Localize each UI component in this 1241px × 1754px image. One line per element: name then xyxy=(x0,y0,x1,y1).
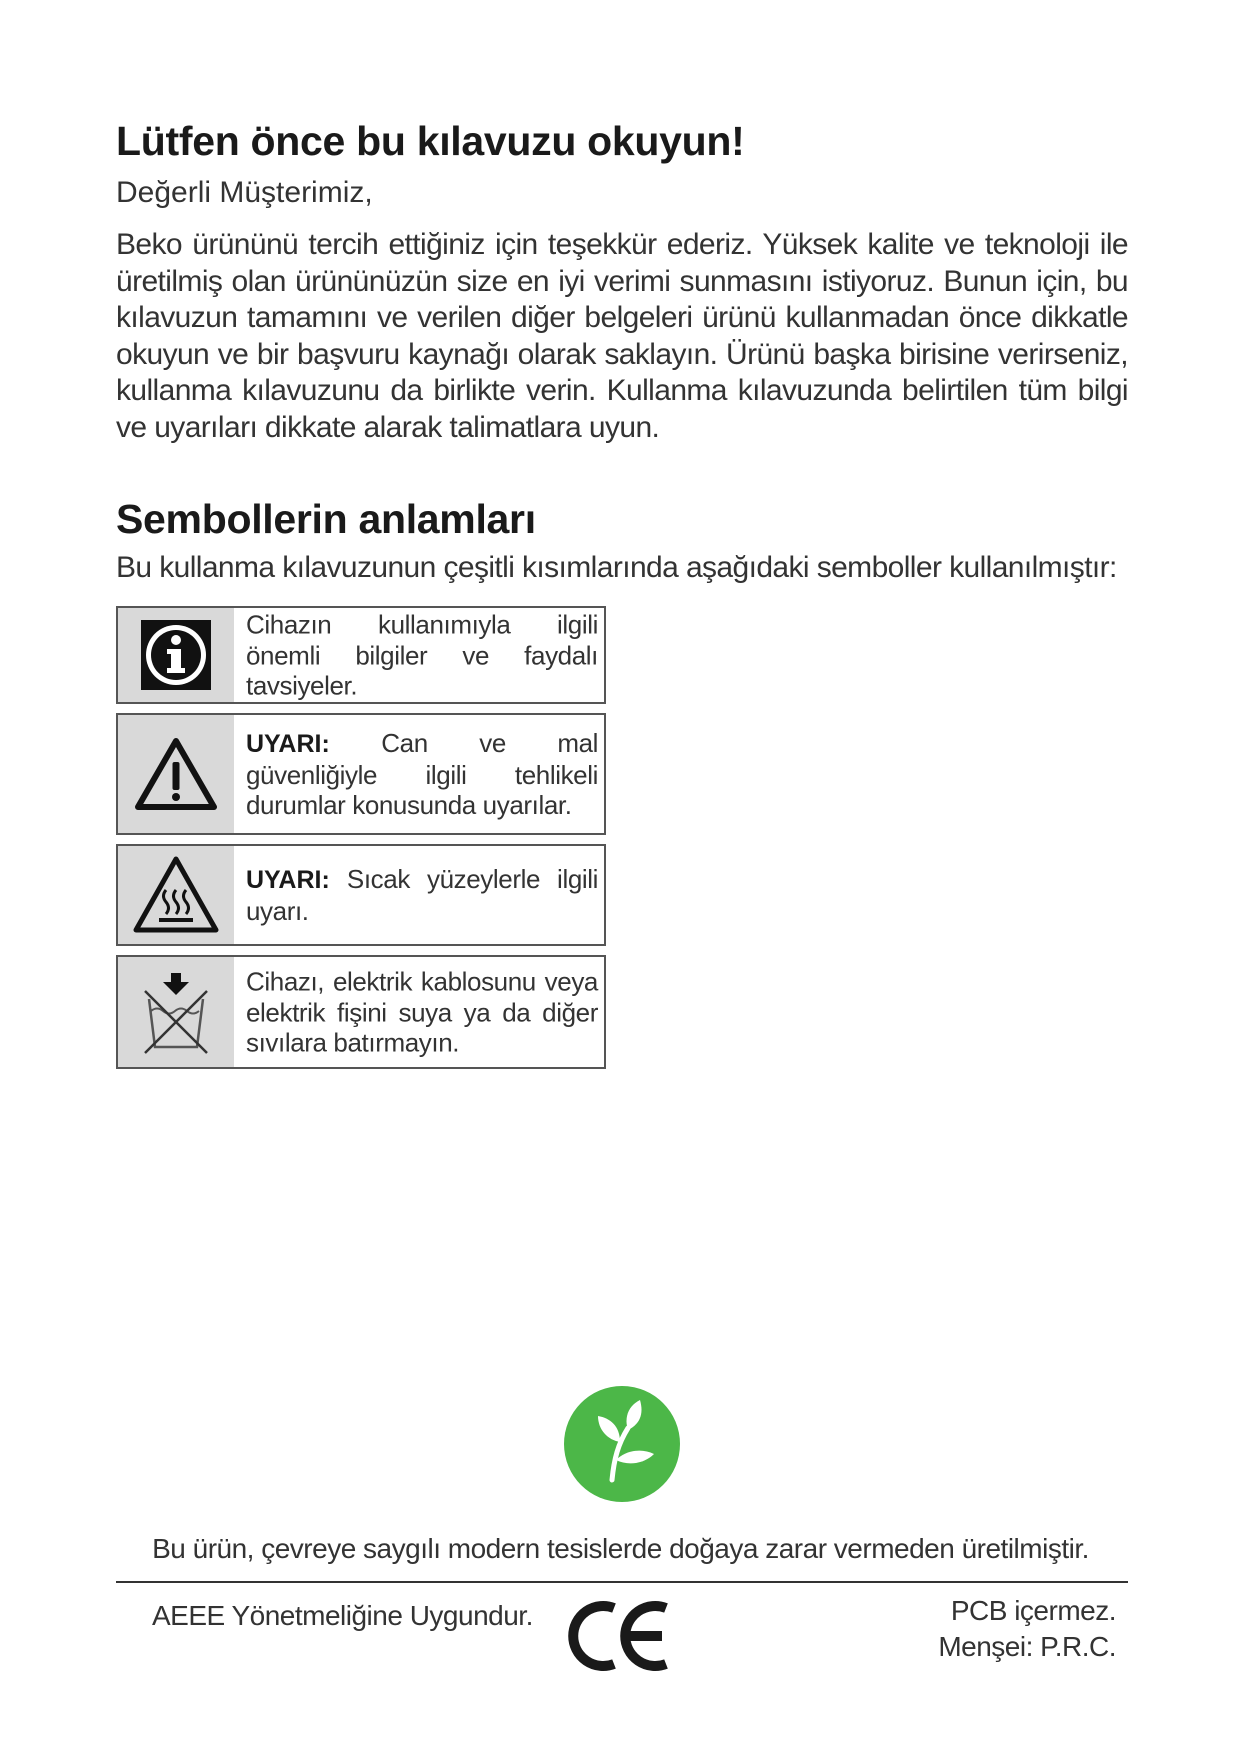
footer-divider xyxy=(116,1581,1128,1583)
symbol-row-warning xyxy=(116,713,606,835)
hot-surface-icon xyxy=(118,846,234,944)
eco-statement: Bu ürün, çevreye saygılı modern tesislerde doğaya zarar vermeden üretilmiştir. xyxy=(152,1533,1089,1564)
weee-compliance: AEEE Yönetmeliğine Uygundur. xyxy=(152,1600,533,1631)
warning-label: UYARI: xyxy=(246,866,330,894)
warning-icon xyxy=(118,715,234,833)
symbol-text: UYARI: Can ve mal güvenliğiyle ilgili tehlikeli durumlar konusunda uyarılar. xyxy=(246,727,599,820)
intro-paragraph: Beko ürününü tercih ettiğiniz için teşekkür ederiz. Yüksek kalite ve teknoloji ile üretilmiş olan ürününüzün size en iyi verimi sunmasını istiyoruz. Bunun için, bu kılavuzun tamamını ve verilen diğer belgeleri ürünü kullanmadan önce dikkatle okuyun ve bir başvuru kaynağı olarak saklayın. Ürünü başka birisine verirseniz, kullanma kılavuzunu da birlikte verin. Kullanma kılavuzunda belirtilen tüm bilgi ve uyarıları dikkate alarak talimatlara uyun. xyxy=(116,228,1128,444)
origin-statement: Menşei: P.R.C. xyxy=(938,1631,1116,1662)
pcb-statement: PCB içermez. xyxy=(950,1595,1116,1626)
symbol-row-hot-surface xyxy=(116,844,606,946)
symbol-text: UYARI: Sıcak yüzeylerle ilgili uyarı. xyxy=(246,864,599,926)
no-immersion-icon xyxy=(118,957,234,1067)
info-icon xyxy=(118,608,234,702)
eco-leaf-icon xyxy=(562,1384,682,1504)
salutation: Değerli Müşterimiz, xyxy=(116,176,373,209)
symbol-row-no-immersion xyxy=(116,955,606,1069)
warning-label: UYARI: xyxy=(246,729,330,758)
footer-right xyxy=(938,1593,1116,1665)
symbol-text: Cihazı, elektrik kablosunu veya elektrik fişini suya ya da diğer sıvılara batırmayın. xyxy=(246,966,598,1058)
page-title: Lütfen önce bu kılavuzu okuyun! xyxy=(116,118,745,164)
symbols-heading: Sembollerin anlamları xyxy=(116,496,536,542)
symbol-text: Cihazın kullanımıyla ilgili önemli bilgiler ve faydalı tavsiyeler. xyxy=(246,609,598,701)
symbols-intro: Bu kullanma kılavuzunun çeşitli kısımlarında aşağıdaki semboller kullanılmıştır: xyxy=(116,551,1117,584)
symbol-row-info xyxy=(116,606,606,704)
ce-mark-icon xyxy=(568,1596,674,1676)
